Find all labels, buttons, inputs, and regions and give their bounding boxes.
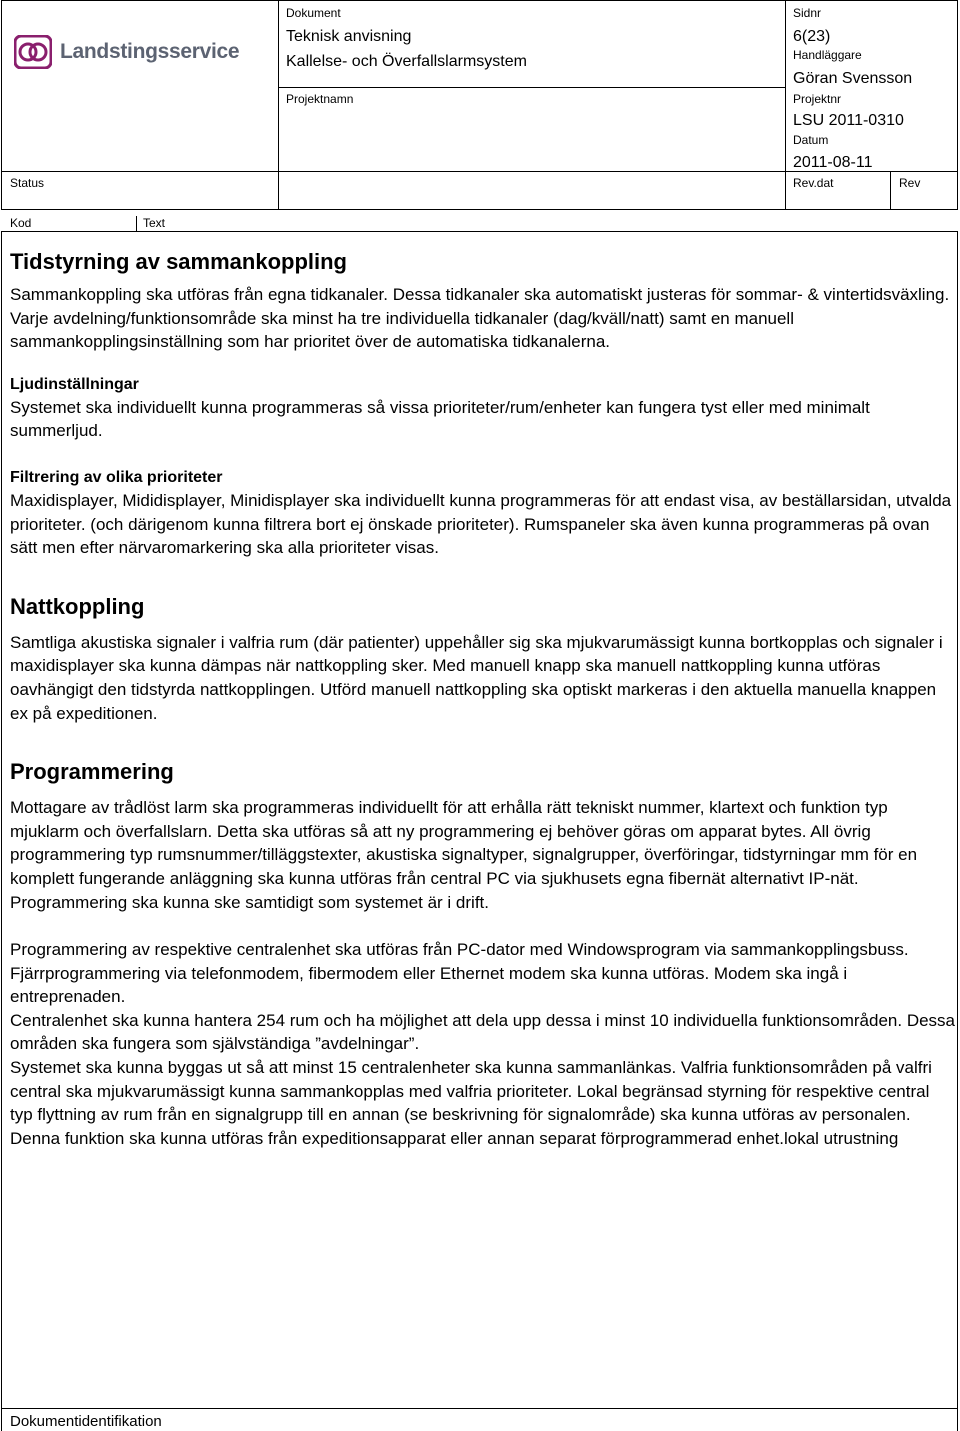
revdat-label: Rev.dat [793,176,834,190]
section-title-nattkoppling: Nattkoppling [10,593,145,619]
subtitle-filtrering: Filtrering av olika prioriteter [10,468,223,486]
logo-text: Landstingsservice [60,40,240,63]
sidnr-value: 6(23) [793,28,831,45]
logo-icon [14,35,52,69]
dokument-line1: Teknisk anvisning [286,28,412,45]
paragraph: Maxidisplayer, Mididisplayer, Minidisplayer ska individuellt kunna programmeras för att endast visa, av beställarsidan, utvalda prioriteter. (och därigenom kunna filtrera bort ej önskade prioriteter). Rumspaneler ska även kunna programmeras på ovan sätt men efter närvaromarkering ska alla prioriteter visas. [10,490,952,558]
footer-dokumentidentifikation: Dokumentidentifikation [10,1413,162,1430]
sidnr-label: Sidnr [793,6,822,20]
projektnamn-label: Projektnamn [286,92,354,106]
paragraph: Sammankoppling ska utföras från egna tidkanaler. Dessa tidkanaler ska automatiskt justeras för sommar- & vintertidsväxling. Varje avdelning/funktionsområde ska minst ha tre individuella tidkanaler (dag/kväll/natt) samt en manuell sammankopplingsinställning som har prioritet över de automatiska tidkanalerna. [10,285,950,352]
projektnr-value: LSU 2011-0310 [793,112,904,129]
dokument-label: Dokument [286,6,341,20]
company-logo [14,35,239,69]
paragraph: Programmering av respektive centralenhet ska utföras från PC-dator med Windowsprogram via sammankopplingsbuss. Fjärrprogrammering via telefonmodem, fibermodem eller Ethernet modem ska kunna utföras. Modem ska ingå i entreprenaden. [10,940,909,1007]
text-label: Text [143,216,166,230]
document-body [10,248,955,1150]
rev-label: Rev [899,176,921,190]
document-header [1,0,958,210]
status-label: Status [10,176,45,190]
paragraph: Mottagare av trådlöst larm ska programmeras individuellt för att erhålla rätt tekniskt nummer, klartext och funktion typ mjuklarm och överfallslarn. Detta ska utföras så att ny programmering ej behöver göras om apparat bytes. All övrig programmering typ rumsnummer/tilläggstexter, akustiska signaltyper, signalgrupper, överföringar, tidstyrningar mm för en komplett fungerande anläggning ska kunna utföras från central PC via sjukhusets egna fibernät alternativt IP-nät. Programmering ska kunna ske samtidigt som systemet är i drift. [10,798,918,912]
handlaggare-label: Handläggare [793,48,862,62]
subtitle-ljudinstallningar: Ljudinställningar [10,375,139,393]
handlaggare-value: Göran Svensson [793,70,913,87]
kod-text-row [1,212,958,232]
kod-label: Kod [10,216,32,230]
section-title-tidstyrning: Tidstyrning av sammankoppling [10,249,347,274]
paragraph: Samtliga akustiska signaler i valfria rum (där patienter) uppehåller sig ska mjukvarumässigt kunna bortkopplas och signaler i maxidisplayer ska kunna dämpas när nattkoppling sker. Med manuell knapp ska manuell nattkoppling kunna utföras oavhängigt den tidstyrda nattkopplingen. Utförd manuell nattkoppling ska optiskt markeras i den aktuella manuella knappen ex på expeditionen. [10,632,943,723]
paragraph: Systemet ska kunna byggas ut så att minst 15 centralenheter ska kunna sammanlänkas. Valfria funktionsområden på valfri central ska mjukvarumässigt kunna sammankopplas med valfria prioriteter. Lokal begränsad styrning för respektive central typ flyttning av rum från en signalgrupp till en annan (se beskrivning för signalområde) ska kunna utföras av personalen. Denna funktion ska kunna utföras från expeditionsapparat eller annan separat förprogrammerad enhet.lokal utrustning [10,1058,932,1148]
projektnr-label: Projektnr [793,92,842,106]
paragraph: Systemet ska individuellt kunna programmeras så vissa prioriteter/rum/enheter kan fungera tyst eller med minimalt summerljud. [10,397,870,441]
paragraph: Centralenhet ska kunna hantera 254 rum och ha möjlighet att dela upp dessa i minst 10 individuella funktionsområden. Dessa områden ska fungera som självständiga ”avdelningar”. [10,1010,956,1054]
dokument-line2: Kallelse- och Överfallslarmsystem [286,53,527,70]
datum-value: 2011-08-11 [793,154,873,171]
datum-label: Datum [793,133,829,147]
section-title-programmering: Programmering [10,759,174,785]
